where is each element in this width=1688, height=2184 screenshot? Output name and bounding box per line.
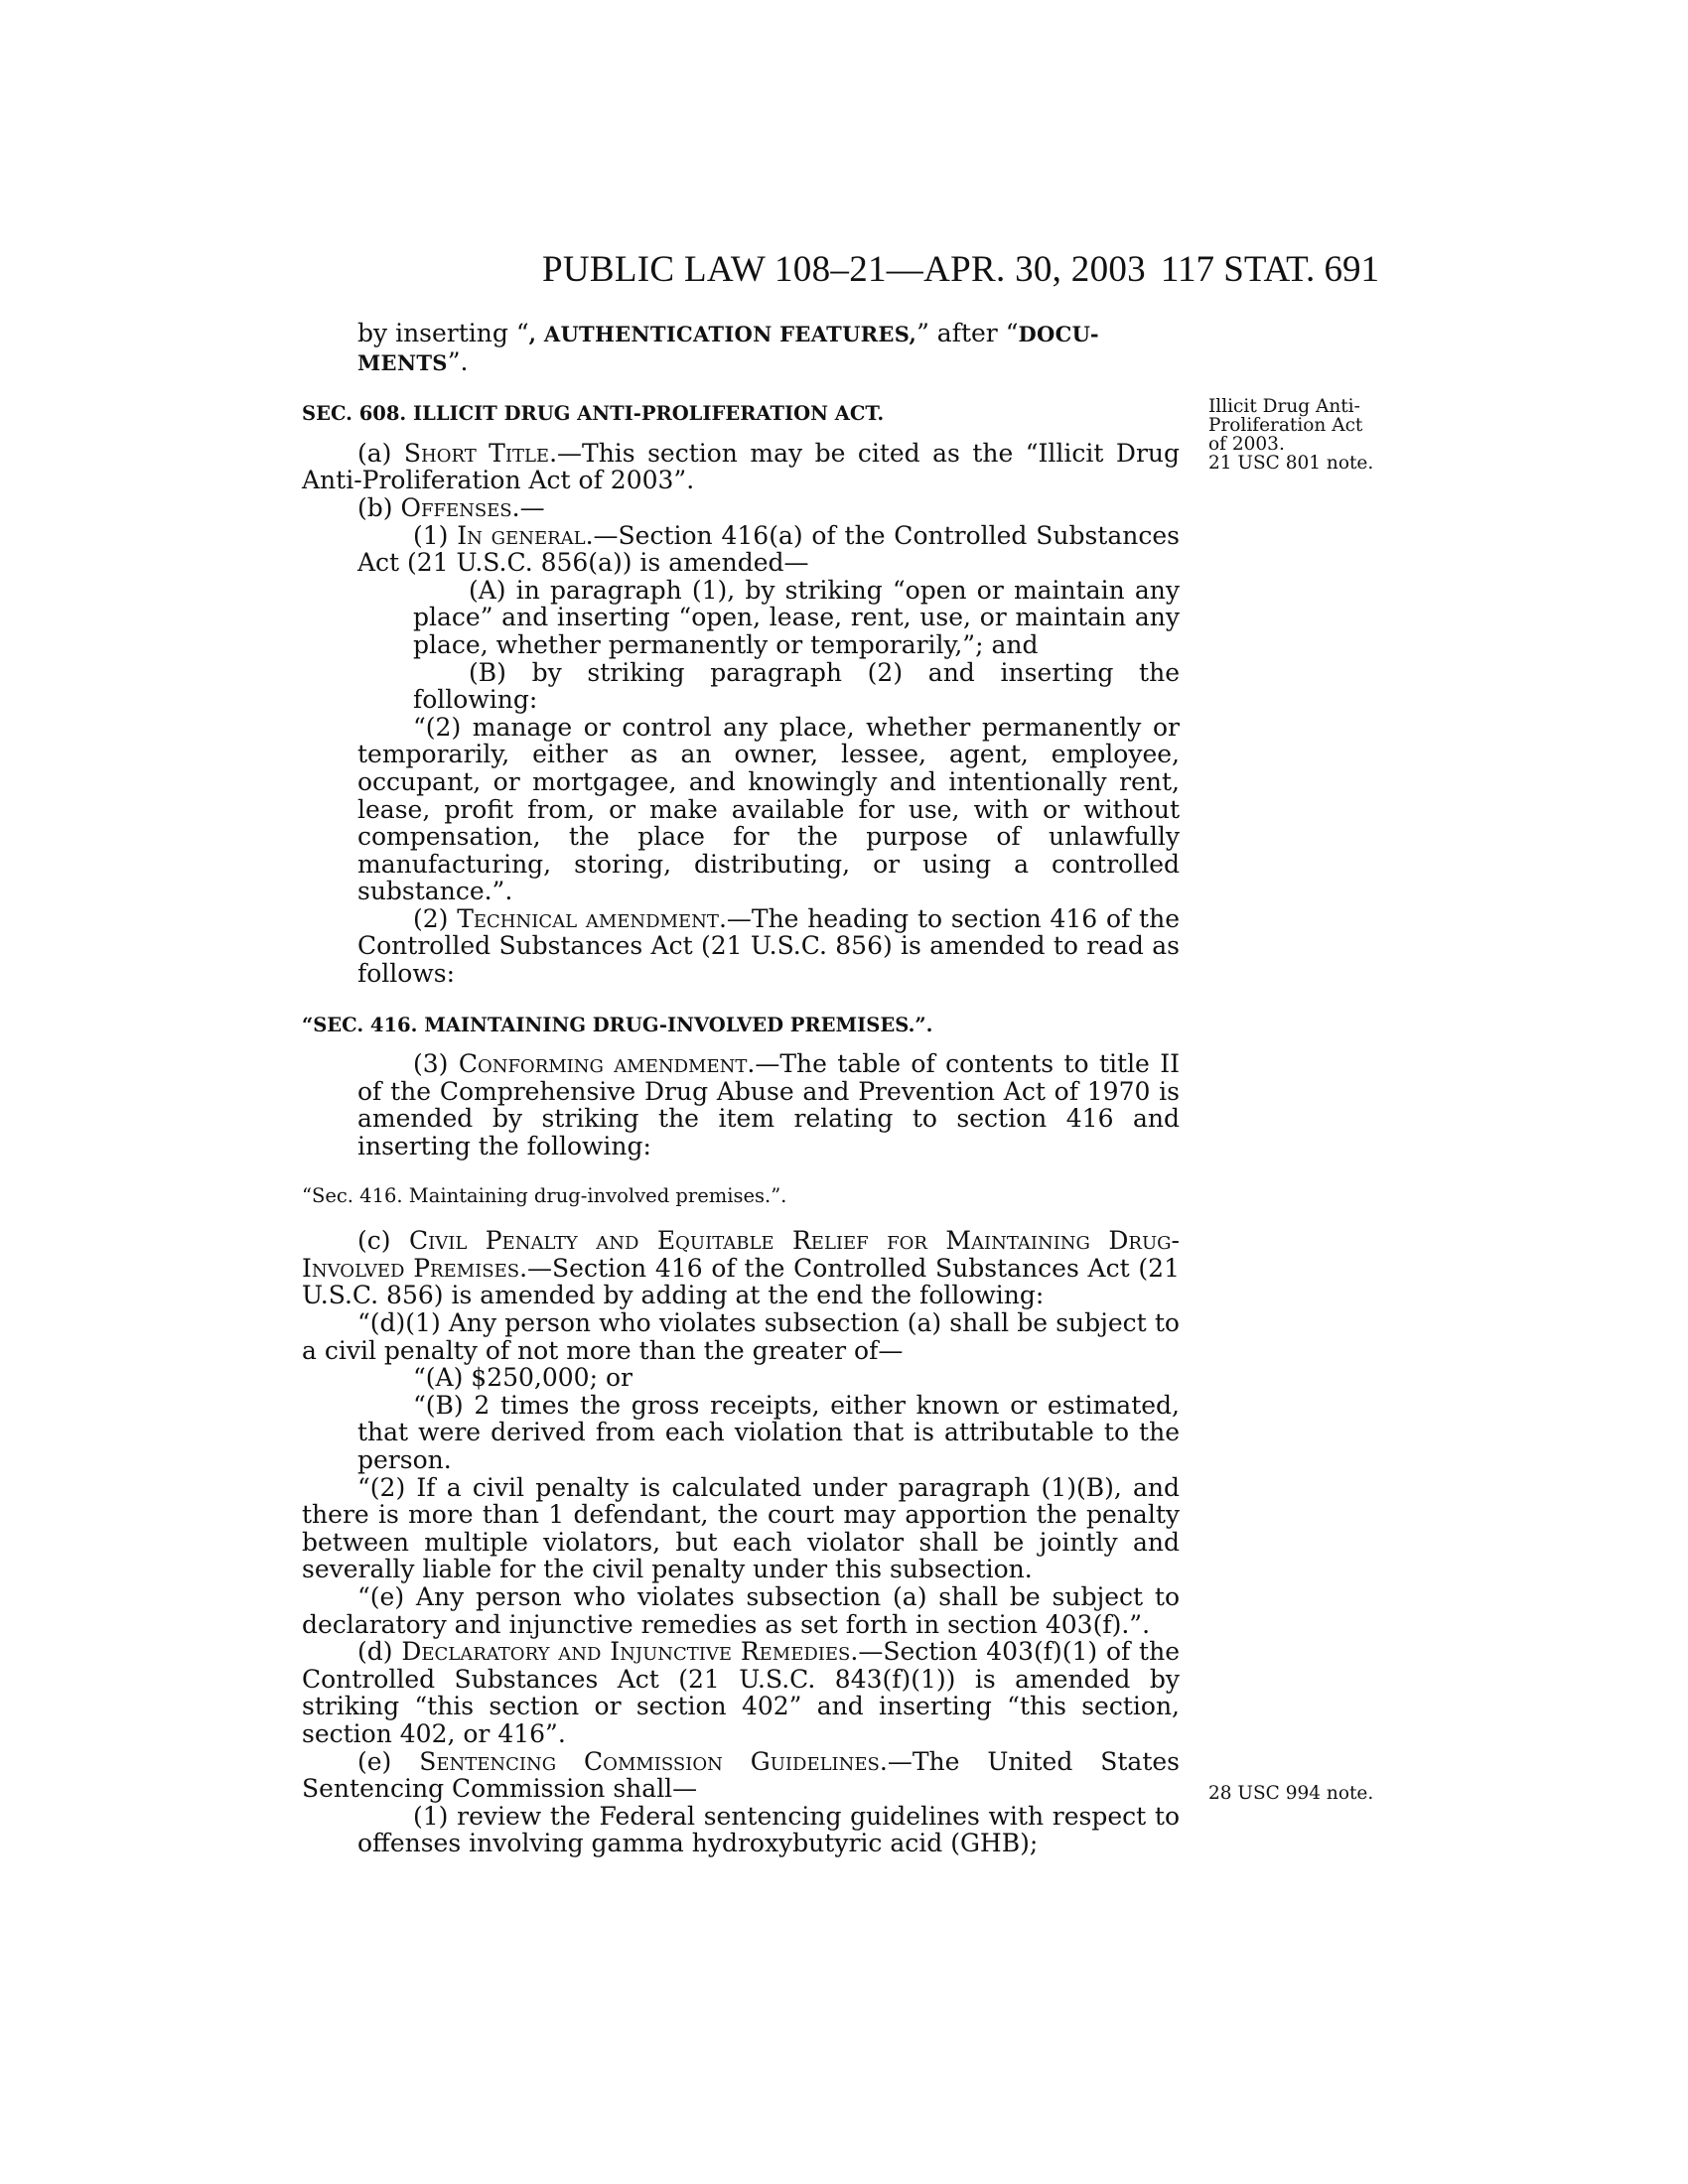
section-416-heading: “SEC. 416. MAINTAINING DRUG-INVOLVED PREMISES.”. (302, 1013, 933, 1036)
running-header-page-number: 117 STAT. 691 (1160, 249, 1379, 290)
subparagraph-b1-B: (B) by striking paragraph (2) and inserting the following: (413, 657, 1180, 715)
subsection-d-declaratory-remedies: (d) Declaratory and Injunctive Remedies.—Section 403(f)(1) of the Controlled Substances Act (21 U.S.C. 843(f)(1)) is amended by striking “this section or section 402” and inserting “this section, section 402, or 416”. (302, 1637, 1181, 1748)
quoted-subsection-e: “(e) Any person who violates subsection (a) shall be subject to declaratory and injunctive remedies as set forth in section 403(f).”. (302, 1581, 1180, 1639)
quoted-paragraph-2: “(2) manage or control any place, whether permanently or temporarily, either as an owner, lessee, agent, employee, occupant, or mortgagee, and knowingly and intentionally rent, lease, profit from, or make available for use, with or without compensation, the place for the purpose of unlawfully manufacturing, storing, distributing, or using a controlled substance.”. (357, 712, 1180, 906)
quoted-subsection-d1: “(d)(1) Any person who violates subsection (a) shall be subject to a civil penalty of not more than the greater of— (302, 1308, 1180, 1365)
quoted-subparagraph-d1-B: “(B) 2 times the gross receipts, either known or estimated, that were derived from each violation that is attributable to the person. (357, 1390, 1180, 1474)
document-body (302, 320, 1180, 1857)
paragraph-b3-conforming-amendment: (3) Conforming amendment.—The table of contents to title II of the Comprehensive Drug Abuse and Prevention Act of 1970 is amended by striking the item relating to section 416 and inserting the following: (357, 1049, 1180, 1161)
paragraph-b2-technical-amendment: (2) Technical amendment.—The heading to section 416 of the Controlled Substances Act (21 U.S.C. 856) is amended to read as follows: (357, 903, 1180, 989)
paragraph-e1: (1) review the Federal sentencing guidelines with respect to offenses involving gamma hydroxybutyric acid (GHB); (357, 1801, 1180, 1858)
subsection-c-civil-penalty: (c) Civil Penalty and Equitable Relief for Maintaining Drug-Involved Premises.—Section 416 of the Controlled Substances Act (21 U.S.C. 856) is amended by adding at the end the following: (302, 1226, 1180, 1310)
subsection-e-sentencing-guidelines: (e) Sentencing Commission Guidelines.—The United States Sentencing Commission shall— (302, 1746, 1181, 1804)
paragraph-b1-in-general: (1) In general.—Section 416(a) of the Controlled Substances Act (21 U.S.C. 856(a)) is amended— (357, 520, 1180, 578)
table-of-contents-item: “Sec. 416. Maintaining drug-involved premises.”. (302, 1183, 787, 1207)
subsection-a-short-title: (a) Short Title.—This section may be cited as the “Illicit Drug Anti-Proliferation Act of 2003”. (302, 438, 1181, 495)
section-608-heading: SEC. 608. ILLICIT DRUG ANTI-PROLIFERATION ACT. (302, 402, 885, 426)
margin-note-usc-citation: 28 USC 994 note. (1208, 1783, 1374, 1804)
quoted-paragraph-d2: “(2) If a civil penalty is calculated under paragraph (1)(B), and there is more than 1 defendant, the court may apportion the penalty between multiple violators, but each violator shall be jointly and severally liable for the civil penalty under this subsection. (302, 1472, 1180, 1584)
subsection-b-offenses: (b) Offenses.— (357, 492, 545, 522)
running-header-title: PUBLIC LAW 108–21—APR. 30, 2003 (542, 249, 1146, 290)
carryover-paragraph: by inserting “, AUTHENTICATION FEATURES,” after “DOCU- MENTS”. (357, 319, 1099, 376)
subparagraph-b1-A: (A) in paragraph (1), by striking “open or maintain any place” and inserting “open, lease, rent, use, or maintain any place, whether permanently or temporarily,”; and (413, 575, 1180, 659)
quoted-subparagraph-d1-A: “(A) $250,000; or (413, 1363, 633, 1393)
margin-note-short-title: Illicit Drug Anti- Proliferation Act of 2003. 21 USC 801 note. (1208, 396, 1374, 474)
